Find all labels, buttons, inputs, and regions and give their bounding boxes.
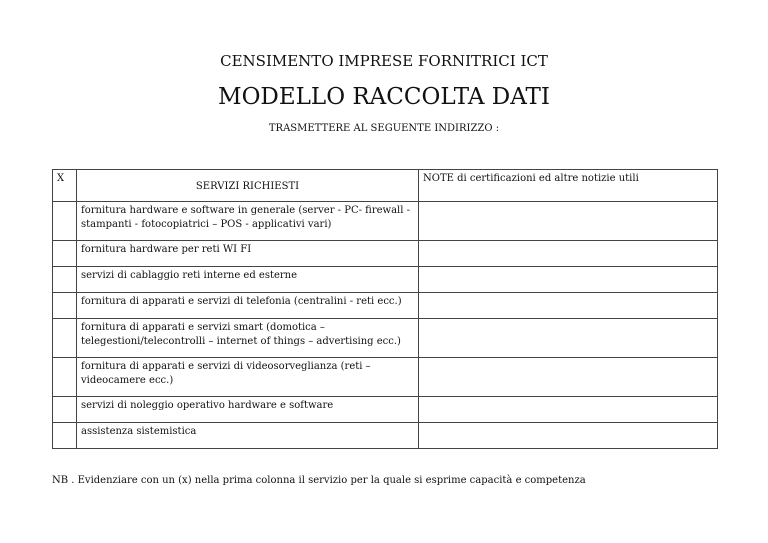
note-cell[interactable]: [419, 358, 718, 397]
table-row: [53, 319, 718, 358]
form-title: MODELLO RACCOLTA DATI: [218, 84, 550, 110]
table-row: [53, 358, 718, 397]
services-table: [52, 169, 718, 449]
table-header-row: [53, 170, 718, 202]
table-row: [53, 423, 718, 449]
service-cell: assistenza sistemistica: [77, 423, 419, 449]
service-cell: fornitura di apparati e servizi di videosorveglianza (reti – videocamere ecc.): [77, 358, 419, 397]
table-row: [53, 397, 718, 423]
header-x: X: [53, 170, 77, 202]
table-row: [53, 202, 718, 241]
footer-note: NB . Evidenziare con un (x) nella prima colonna il servizio per la quale si esprime capacità e competenza: [52, 475, 586, 486]
service-cell: fornitura hardware per reti WI FI: [77, 241, 419, 267]
note-cell[interactable]: [419, 267, 718, 293]
service-cell: servizi di noleggio operativo hardware e software: [77, 397, 419, 423]
note-cell[interactable]: [419, 423, 718, 449]
mark-cell[interactable]: [53, 267, 77, 293]
table-row: [53, 241, 718, 267]
note-cell[interactable]: [419, 319, 718, 358]
note-cell[interactable]: [419, 241, 718, 267]
table-row: [53, 293, 718, 319]
service-cell: fornitura di apparati e servizi smart (domotica – telegestioni/telecontrolli – internet of things – advertising ecc.): [77, 319, 419, 358]
mark-cell[interactable]: [53, 241, 77, 267]
table-row: [53, 267, 718, 293]
note-cell[interactable]: [419, 397, 718, 423]
header-servizi-richiesti: SERVIZI RICHIESTI: [77, 170, 419, 202]
header-note: NOTE di certificazioni ed altre notizie utili: [419, 170, 718, 202]
document-title: CENSIMENTO IMPRESE FORNITRICI ICT: [220, 52, 548, 70]
mark-cell[interactable]: [53, 358, 77, 397]
note-cell[interactable]: [419, 202, 718, 241]
mark-cell[interactable]: [53, 319, 77, 358]
service-cell: servizi di cablaggio reti interne ed esterne: [77, 267, 419, 293]
mark-cell[interactable]: [53, 423, 77, 449]
mark-cell[interactable]: [53, 293, 77, 319]
mark-cell[interactable]: [53, 397, 77, 423]
note-cell[interactable]: [419, 293, 718, 319]
service-cell: fornitura di apparati e servizi di telefonia (centralini - reti ecc.): [77, 293, 419, 319]
mark-cell[interactable]: [53, 202, 77, 241]
service-cell: fornitura hardware e software in generale (server - PC- firewall - stampanti - fotocopiatrici – POS - applicativi vari): [77, 202, 419, 241]
send-to-label: TRASMETTERE AL SEGUENTE INDIRIZZO :: [268, 123, 500, 134]
